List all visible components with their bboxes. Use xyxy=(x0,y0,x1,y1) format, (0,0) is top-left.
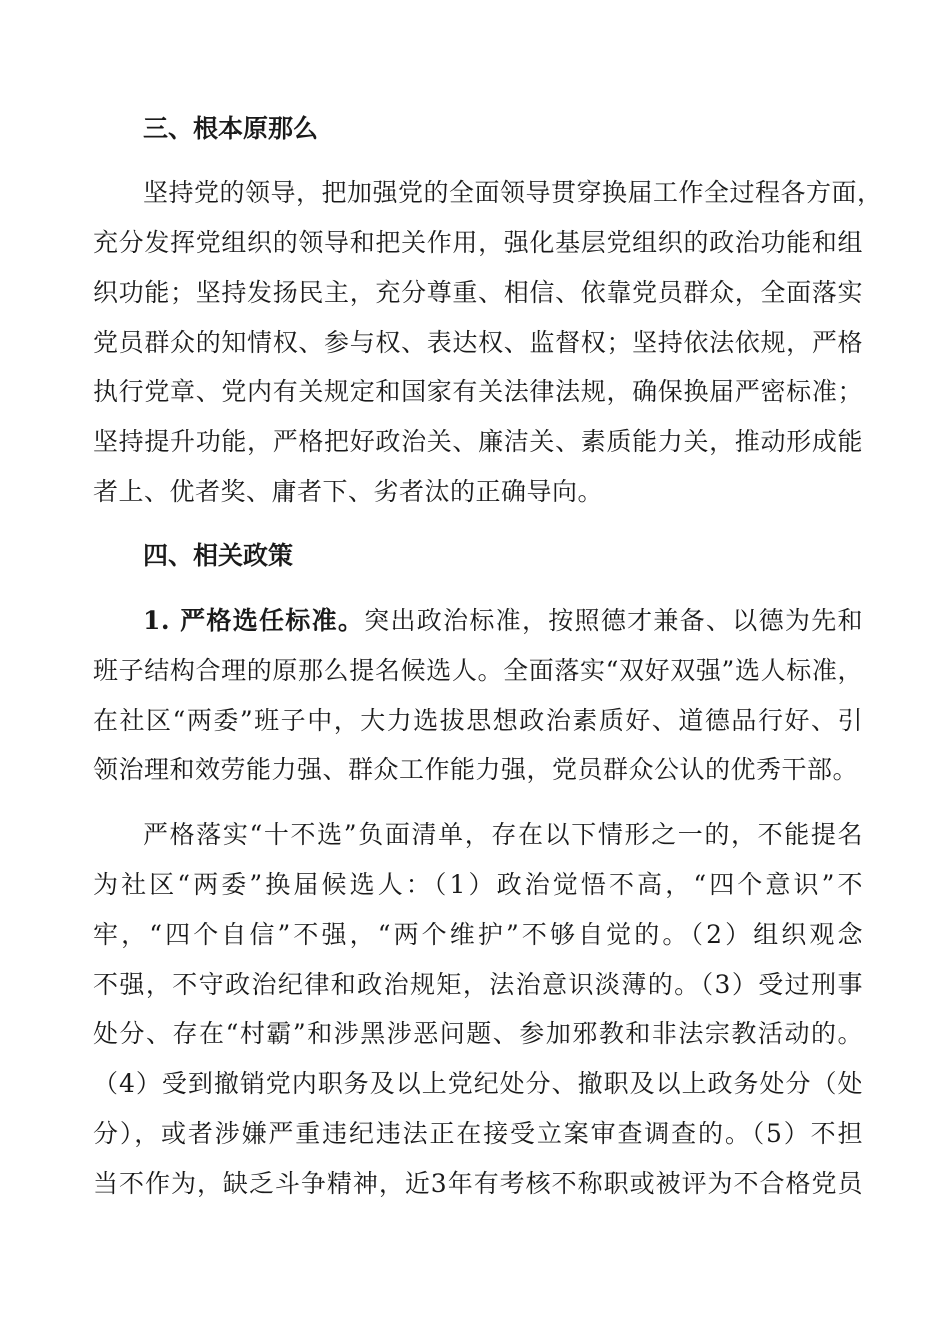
paragraph-line: 者上、优者奖、庸者下、劣者汰的正确导向。 xyxy=(93,477,604,506)
paragraph-line: 领治理和效劳能力强、群众工作能力强，党员群众公认的优秀干部。 xyxy=(93,755,859,784)
paragraph-line: 执行党章、党内有关规定和国家有关法律法规，确保换届严密标准； xyxy=(93,377,863,406)
paragraph-line: 坚持提升功能，严格把好政治关、廉洁关、素质能力关，推动形成能 xyxy=(93,427,863,456)
paragraph-line: 充分发挥党组织的领导和把关作用，强化基层党组织的政治功能和组 xyxy=(93,228,863,257)
paragraph-line: 在社区“两委”班子中，大力选拔思想政治素质好、道德品行好、引 xyxy=(93,706,863,735)
section-heading-principles: 三、根本原那么 xyxy=(143,114,319,143)
paragraph-line: 不强，不守政治纪律和政治规矩，法治意识淡薄的。（3）受过刑事 xyxy=(93,970,863,999)
subheading-lead: 1. 严格选任标准。 xyxy=(143,606,365,635)
paragraph-line: 班子结构合理的原那么提名候选人。全面落实“双好双强”选人标准， xyxy=(93,656,863,685)
paragraph-line: 织功能；坚持发扬民主，充分尊重、相信、依靠党员群众，全面落实 xyxy=(93,278,863,307)
paragraph-line: 严格落实“十不选”负面清单，存在以下情形之一的，不能提名 xyxy=(143,820,863,849)
paragraph-line: 党员群众的知情权、参与权、表达权、监督权；坚持依法依规，严格 xyxy=(93,328,863,357)
paragraph-line: 当不作为，缺乏斗争精神，近3年有考核不称职或被评为不合格党员 xyxy=(93,1169,863,1198)
paragraph-line: 分），或者涉嫌严重违纪违法正在接受立案审查调查的。（5）不担 xyxy=(93,1119,863,1148)
paragraph-line: 坚持党的领导，把加强党的全面领导贯穿换届工作全过程各方面， xyxy=(143,178,883,207)
paragraph-line xyxy=(143,605,863,637)
paragraph-text: 突出政治标准，按照德才兼备、以德为先和 xyxy=(364,606,863,635)
paragraph-line: 为社区“两委”换届候选人：（1）政治觉悟不高，“四个意识”不 xyxy=(93,870,863,899)
paragraph-line: 处分、存在“村霸”和涉黑涉恶问题、参加邪教和非法宗教活动的。 xyxy=(93,1019,863,1048)
paragraph-line: （4）受到撤销党内职务及以上党纪处分、撤职及以上政务处分（处 xyxy=(93,1069,863,1098)
section-heading-policies: 四、相关政策 xyxy=(143,541,294,570)
paragraph-line: 牢，“四个自信”不强，“两个维护”不够自觉的。（2）组织观念 xyxy=(93,920,863,949)
